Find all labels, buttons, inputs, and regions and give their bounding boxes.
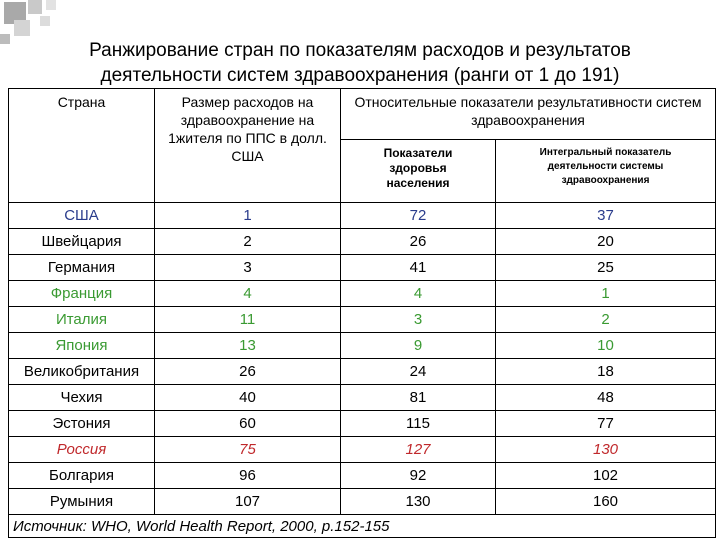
table-row [9, 385, 716, 411]
deco-square [46, 0, 56, 10]
country-cell: Япония [9, 333, 155, 359]
spending-cell: 13 [155, 333, 341, 359]
ranking-table [8, 88, 716, 538]
spending-cell: 3 [155, 255, 341, 281]
table-row [9, 333, 716, 359]
integral-cell: 20 [496, 229, 716, 255]
table-row [9, 281, 716, 307]
country-cell: Италия [9, 307, 155, 333]
header-spending-text: Размер расходов на здравоохранение на 1жителя по ППС в долл. США [168, 94, 327, 164]
country-cell: Румыния [9, 489, 155, 515]
country-cell: Россия [9, 437, 155, 463]
table-row [9, 411, 716, 437]
spending-cell: 75 [155, 437, 341, 463]
header-relative [341, 89, 716, 140]
header-integral [496, 140, 716, 203]
spending-cell: 4 [155, 281, 341, 307]
spending-cell: 2 [155, 229, 341, 255]
health-cell: 3 [341, 307, 496, 333]
integral-cell: 1 [496, 281, 716, 307]
spending-cell: 40 [155, 385, 341, 411]
spending-cell: 60 [155, 411, 341, 437]
health-cell: 115 [341, 411, 496, 437]
health-cell: 41 [341, 255, 496, 281]
header-health-text: Показатели здоровья населения [383, 146, 453, 190]
health-cell: 81 [341, 385, 496, 411]
country-cell: США [9, 203, 155, 229]
table-row [9, 229, 716, 255]
table-row [9, 255, 716, 281]
spending-cell: 1 [155, 203, 341, 229]
deco-square [28, 0, 42, 14]
country-cell: Эстония [9, 411, 155, 437]
integral-cell: 37 [496, 203, 716, 229]
table-row [9, 203, 716, 229]
header-integral-text: Интегральный показатель деятельности системы здравоохранения [539, 147, 672, 186]
deco-square [0, 34, 10, 44]
header-country: Страна [9, 89, 155, 203]
health-cell: 26 [341, 229, 496, 255]
integral-cell: 48 [496, 385, 716, 411]
source-note: Источник: WHO, World Health Report, 2000, p.152-155 [9, 515, 716, 538]
integral-cell: 25 [496, 255, 716, 281]
health-cell: 130 [341, 489, 496, 515]
country-cell: Франция [9, 281, 155, 307]
header-relative-text: Относительные показатели результативности систем здравоохранения [354, 94, 702, 128]
country-cell: Швейцария [9, 229, 155, 255]
country-cell: Великобритания [9, 359, 155, 385]
health-cell: 24 [341, 359, 496, 385]
integral-cell: 102 [496, 463, 716, 489]
spending-cell: 96 [155, 463, 341, 489]
country-cell: Чехия [9, 385, 155, 411]
source-row [9, 515, 716, 538]
integral-cell: 10 [496, 333, 716, 359]
health-cell: 4 [341, 281, 496, 307]
spending-cell: 26 [155, 359, 341, 385]
table-row [9, 437, 716, 463]
integral-cell: 160 [496, 489, 716, 515]
health-cell: 92 [341, 463, 496, 489]
table-row [9, 463, 716, 489]
deco-square [14, 20, 30, 36]
table-row [9, 307, 716, 333]
table-row [9, 489, 716, 515]
deco-square [40, 16, 50, 26]
header-row [9, 89, 716, 140]
health-cell: 9 [341, 333, 496, 359]
integral-cell: 130 [496, 437, 716, 463]
header-health [341, 140, 496, 203]
country-cell: Болгария [9, 463, 155, 489]
header-spending [155, 89, 341, 203]
page-title: Ранжирование стран по показателям расходов и результатов деятельности систем здравоохранения (ранги от 1 до 191) [89, 40, 631, 86]
spending-cell: 107 [155, 489, 341, 515]
health-cell: 72 [341, 203, 496, 229]
table-row [9, 359, 716, 385]
integral-cell: 2 [496, 307, 716, 333]
health-cell: 127 [341, 437, 496, 463]
spending-cell: 11 [155, 307, 341, 333]
integral-cell: 77 [496, 411, 716, 437]
integral-cell: 18 [496, 359, 716, 385]
country-cell: Германия [9, 255, 155, 281]
